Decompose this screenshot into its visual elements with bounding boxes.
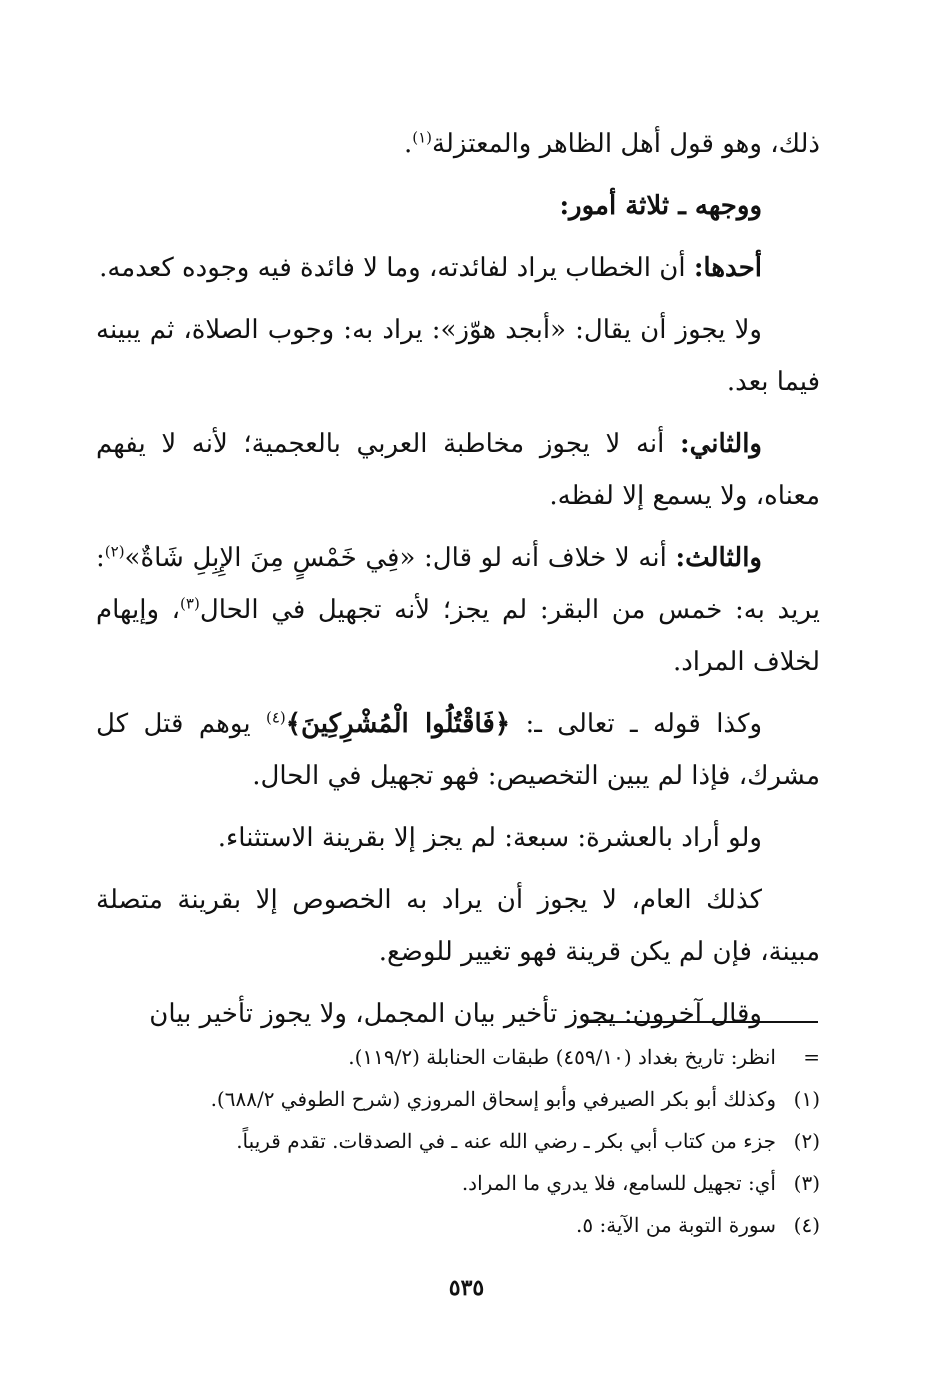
footnote-marker: (٢) [793,1129,820,1153]
paragraph-text: كذلك العام، لا يجوز أن يراد به الخصوص إلا بقرينة متصلة مبينة، فإن لم يكن قرينة فهو تغيير للوضع. [96,885,820,967]
footnote-separator [584,1021,818,1023]
quran-verse: ﴿فَاقْتُلُوا الْمُشْرِكِينَ﴾ [285,709,511,739]
paragraph-9 [96,874,820,978]
footnote-ref-1[interactable]: (١) [412,128,433,147]
footnote-text: انظر: تاريخ بغداد (٤٥٩/١٠) طبقات الحنابلة (١١٩/٢). [348,1045,776,1069]
paragraph-4 [96,304,820,408]
paragraph-text: أن الخطاب يراد لفائدته، وما لا فائدة فيه وجوده كعدمه. [99,253,694,283]
footnote-continued [96,1036,820,1078]
section-lead: أحدها: [693,253,762,283]
paragraph-10 [96,988,820,1040]
paragraph-3 [96,242,820,294]
paragraph-text: ولا يجوز أن يقال: «أبجد هوّز»: يراد به: وجوب الصلاة، ثم يبينه فيما بعد. [96,315,820,397]
footnote-marker: (١) [793,1087,820,1111]
footnote-text: جزء من كتاب أبي بكر ـ رضي الله عنه ـ في الصدقات. تقدم قريباً. [236,1129,776,1153]
paragraph-2 [96,180,820,232]
footnote-3 [96,1162,820,1204]
paragraph-8 [96,812,820,864]
paragraph-text: ، وإيهام لخلاف المراد. [96,595,820,677]
paragraph-text: وقال آخرون: يجوز تأخير بيان المجمل، ولا يجوز تأخير بيان [149,999,762,1029]
footnote-ref-2[interactable]: (٢) [104,542,125,561]
paragraph-text: أنه لا يجوز مخاطبة العربي بالعجمية؛ لأنه لا يفهم معناه، ولا يسمع إلا لفظه. [96,429,820,511]
paragraph-5 [96,418,820,522]
paragraph-text: . [403,129,413,159]
paragraph-text: وكذا قوله ـ تعالى ـ: [510,709,763,739]
page-number: ٥٣٥ [448,1275,485,1301]
section-lead: ووجهه ـ ثلاثة أمور: [559,191,762,221]
section-lead: والثالث: [675,543,762,573]
paragraph-6 [96,532,820,688]
footnote-text: أي: تجهيل للسامع، فلا يدري ما المراد. [461,1171,776,1195]
hadith-quote: «فِي خَمْسٍ مِنَ الإِبِلِ شَاةٌ» [124,543,416,573]
paragraph-text: أنه لا خلاف أنه لو قال: [415,543,676,573]
paragraph-7 [96,698,820,802]
paragraph-text: ولو أراد بالعشرة: سبعة: لم يجز إلا بقرينة الاستثناء. [217,823,762,853]
footnote-text: وكذلك أبو بكر الصيرفي وأبو إسحاق المروزي (شرح الطوفي ٦٨٨/٢). [210,1087,776,1111]
footnote-marker: = [803,1045,820,1069]
footnotes [96,1036,820,1246]
footnote-marker: (٤) [793,1213,820,1237]
paragraph-text: : يريد به: خمس من البقر: لم يجز؛ لأنه تجهيل في الحال [96,543,820,625]
footnote-ref-4[interactable]: (٤) [265,708,286,727]
footnote-1 [96,1078,820,1120]
section-lead: والثاني: [680,429,762,459]
paragraph-1 [96,118,820,170]
main-text [96,118,820,1050]
footnote-marker: (٣) [793,1171,820,1195]
footnote-text: سورة التوبة من الآية: ٥. [576,1213,776,1237]
footnote-ref-3[interactable]: (٣) [180,594,200,613]
paragraph-text: يوهم قتل كل مشرك، فإذا لم يبين التخصيص: فهو تجهيل في الحال. [96,709,820,791]
paragraph-text: ذلك، وهو قول أهل الظاهر والمعتزلة [432,129,820,159]
footnote-2 [96,1120,820,1162]
footnote-4 [96,1204,820,1246]
